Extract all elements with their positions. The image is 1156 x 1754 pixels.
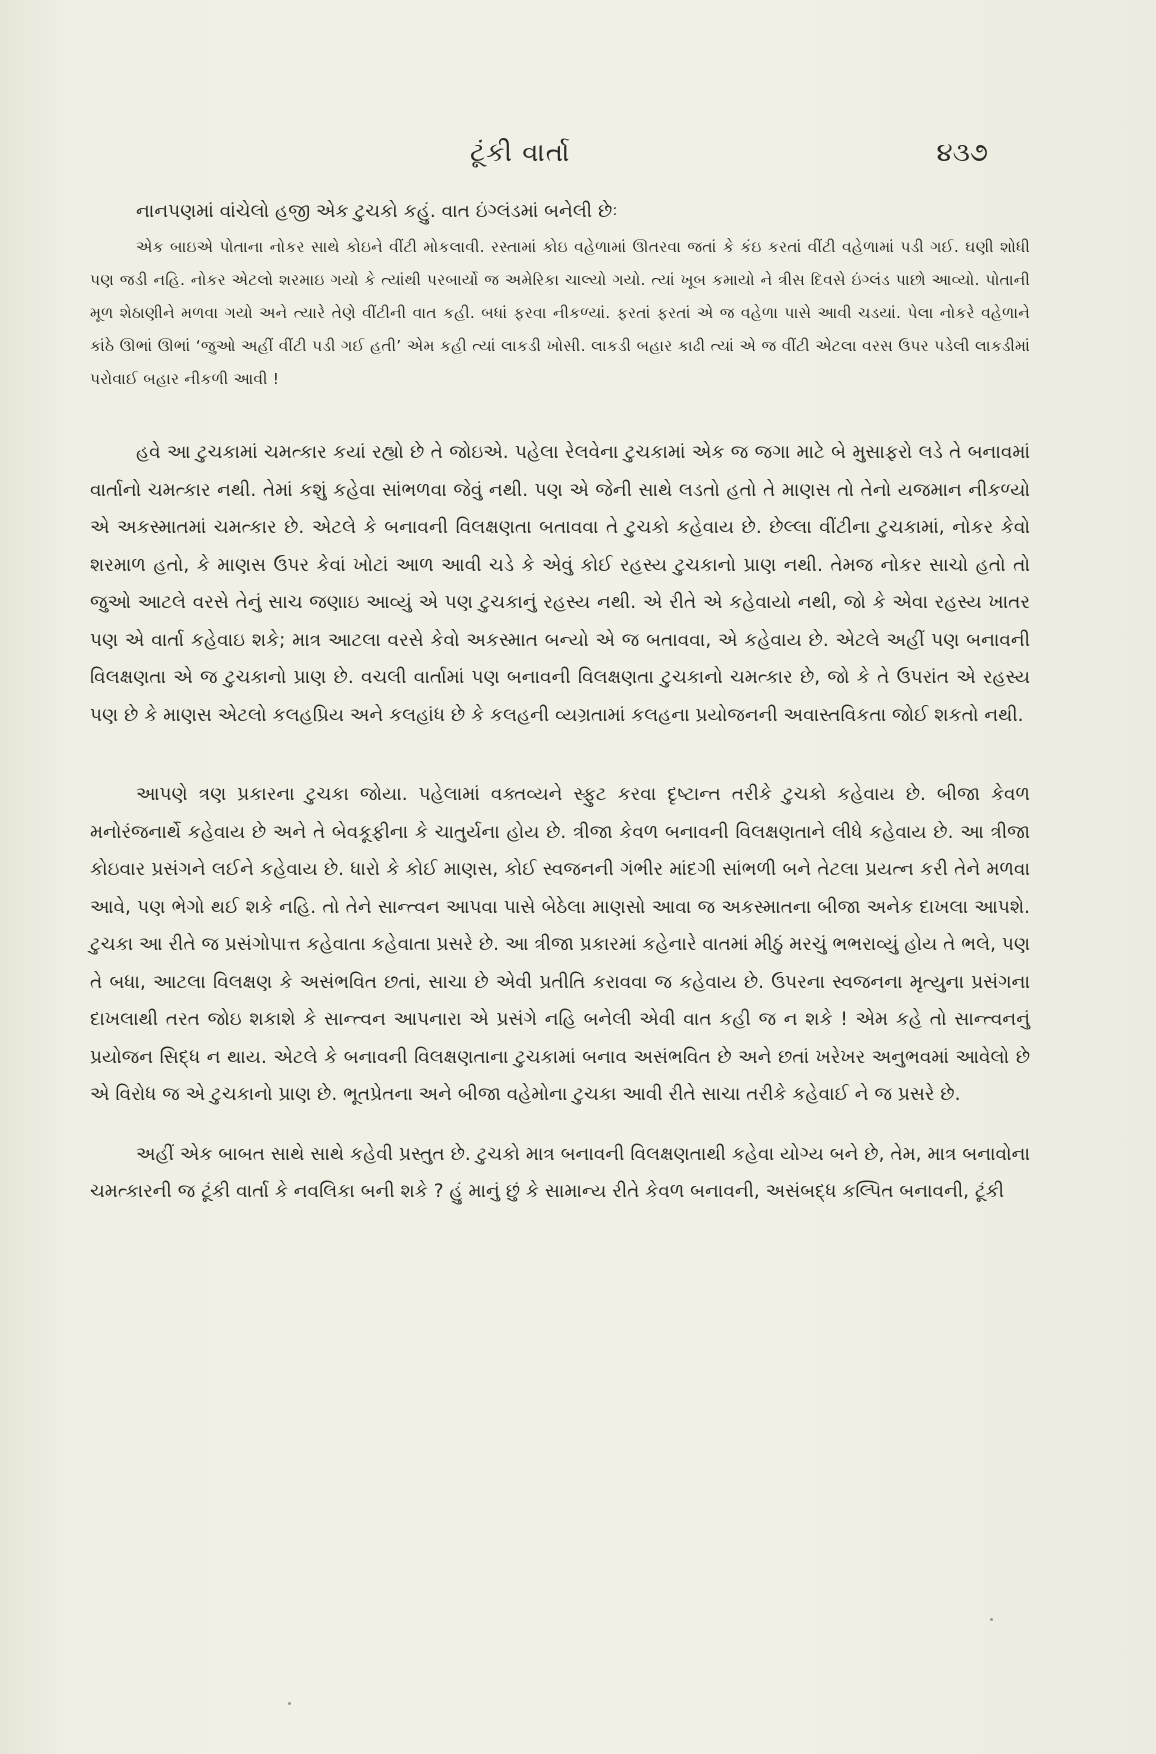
body-paragraph-1: હવે આ ટુચકામાં ચમત્કાર કયાં રહ્યો છે તે જોઇએ. પહેલા રેલવેના ટુચકામાં એક જ જગા માટે બે મુસાફરો લડે તે બનાવમાં વાર્તાનો ચમત્કાર નથી. તેમાં કશું કહેવા સાંભળવા જેવું નથી. પણ એ જેની સાથે લડતો હતો તે માણસ તો તેનો યજમાન નીકળ્યો એ અકસ્માતમાં ચમત્કાર છે. એટલે કે બનાવની વિલક્ષણતા બતાવવા તે ટુચકો કહેવાય છે. છેલ્લા વીંટીના ટુચકામાં, નોકર કેવો શરમાળ હતો, કે માણસ ઉપર કેવાં ખોટાં આળ આવી ચડે કે એવું કોઈ રહસ્ય ટુચકાનો પ્રાણ નથી. તેમજ નોકર સાચો હતો તો જુઓ આટલે વરસે તેનું સાચ જણાઇ આવ્યું એ પણ ટુચકાનું રહસ્ય નથી. એ રીતે એ કહેવાયો નથી, જો કે એવા રહસ્ય ખાતર પણ એ વાર્તા કહેવાઇ શકે; માત્ર આટલા વરસે કેવો અકસ્માત બન્યો એ જ બતાવવા, એ કહેવાય છે. એટલે અહીં પણ બનાવની વિલક્ષણતા એ જ ટુચકાનો પ્રાણ છે. વચલી વાર્તામાં પણ બનાવની વિલક્ષણતા ટુચકાનો ચમત્કાર છે, જો કે તે ઉપરાંત એ રહસ્ય પણ છે કે માણસ એટલો કલહપ્રિય અને કલહાંધ છે કે કલહની વ્યગ્રતામાં કલહના પ્રયોજનની અવાસ્તવિકતા જોઈ શકતો નથી.: [90, 442, 1030, 726]
page-body: [90, 194, 1030, 1211]
paper-speck: [990, 1618, 993, 1621]
intro-line: નાનપણમાં વાંચેલો હજી એક ટુચકો કહું. વાત ઇંગ્લંડમાં બનેલી છેઃ: [136, 201, 618, 222]
paper-speck: [288, 1702, 291, 1705]
body-paragraph-2: આપણે ત્રણ પ્રકારના ટુચકા જોયા. પહેલામાં વક્તવ્યને સ્ફુટ કરવા દૃષ્ટાન્ત તરીકે ટુચકો કહેવાય છે. બીજા કેવળ મનોરંજનાર્થે કહેવાય છે અને તે બેવકૂફીના કે ચાતુર્યના હોય છે. ત્રીજા કેવળ બનાવની વિલક્ષણતાને લીધે કહેવાય છે. આ ત્રીજા કોઇવાર પ્રસંગને લઈને કહેવાય છે. ધારો કે કોઈ માણસ, કોઈ સ્વજનની ગંભીર માંદગી સાંભળી બને તેટલા પ્રયત્ન કરી તેને મળવા આવે, પણ ભેગો થઈ શકે નહિ. તો તેને સાન્ત્વન આપવા પાસે બેઠેલા માણસો આવા જ અકસ્માતના બીજા અનેક દાખલા આપશે. ટુચકા આ રીતે જ પ્રસંગોપાત્ત કહેવાતા કહેવાતા પ્રસરે છે. આ ત્રીજા પ્રકારમાં કહેનારે વાતમાં મીઠું મરચું ભભરાવ્યું હોય તે ભલે, પણ તે બધા, આટલા વિલક્ષણ કે અસંભવિત છતાં, સાચા છે એવી પ્રતીતિ કરાવવા જ કહેવાય છે. ઉપરના સ્વજનના મૃત્યુના પ્રસંગના દાખલાથી તરત જોઇ શકાશે કે સાન્ત્વન આપનારા એ પ્રસંગે નહિ બનેલી એવી વાત કહી જ ન શકે ! એમ કહે તો સાન્ત્વનનું પ્રયોજન સિદ્ધ ન થાય. એટલે કે બનાવની વિલક્ષણતાના ટુચકામાં બનાવ અસંભવિત છે અને છતાં ખરેખર અનુભવમાં આવેલો છે એ વિરોધ જ એ ટુચકાનો પ્રાણ છે. ભૂતપ્રેતના અને બીજા વહેમોના ટુચકા આવી રીતે સાચા તરીકે કહેવાઈ ને જ પ્રસરે છે.: [90, 784, 1030, 1105]
body-paragraph-3: અહીં એક બાબત સાથે સાથે કહેવી પ્રસ્તુત છે. ટુચકો માત્ર બનાવની વિલક્ષણતાથી કહેવા યોગ્ય બને છે, તેમ, માત્ર બનાવોના ચમત્કારની જ ટૂંકી વાર્તા કે નવલિકા બની શકે ? હું માનું છું કે સામાન્ય રીતે કેવળ બનાવની, અસંબદ્ધ કલ્પિત બનાવની, ટૂંકી: [90, 1143, 1030, 1202]
page-number: ૪૩૭: [936, 138, 988, 168]
anecdote-paragraph: એક બાઇએ પોતાના નોકર સાથે કોઇને વીંટી મોકલાવી. રસ્તામાં કોઇ વહેળામાં ઊતરવા જતાં કે કંઇ કરતાં વીંટી વહેળામાં પડી ગઈ. ઘણી શોધી પણ જડી નહિ. નોકર એટલો શરમાઇ ગયો કે ત્યાંથી પરબાર્યો જ અમેરિકા ચાલ્યો ગયો. ત્યાં ખૂબ કમાયો ને ત્રીસ દિવસે ઇંગ્લંડ પાછો આવ્યો. પોતાની મૂળ શેઠાણીને મળવા ગયો અને ત્યારે તેણે વીંટીની વાત કહી. બધાં ફરવા નીકળ્યાં. ફરતાં ફરતાં એ જ વહેળા પાસે આવી ચડયાં. પેલા નોકરે વહેળાને કાંઠે ઊભાં ઊભાં ‘જુઓ અહીં વીંટી પડી ગઈ હતી’ એમ કહી ત્યાં લાકડી ખોસી. લાકડી બહાર કાઢી ત્યાં એ જ વીંટી એટલા વરસ ઉપર પડેલી લાકડીમાં પરોવાઈ બહાર નીકળી આવી !: [90, 238, 1030, 388]
page-header: [0, 138, 1156, 178]
running-title: ટૂંકી વાર્તા: [470, 138, 571, 168]
